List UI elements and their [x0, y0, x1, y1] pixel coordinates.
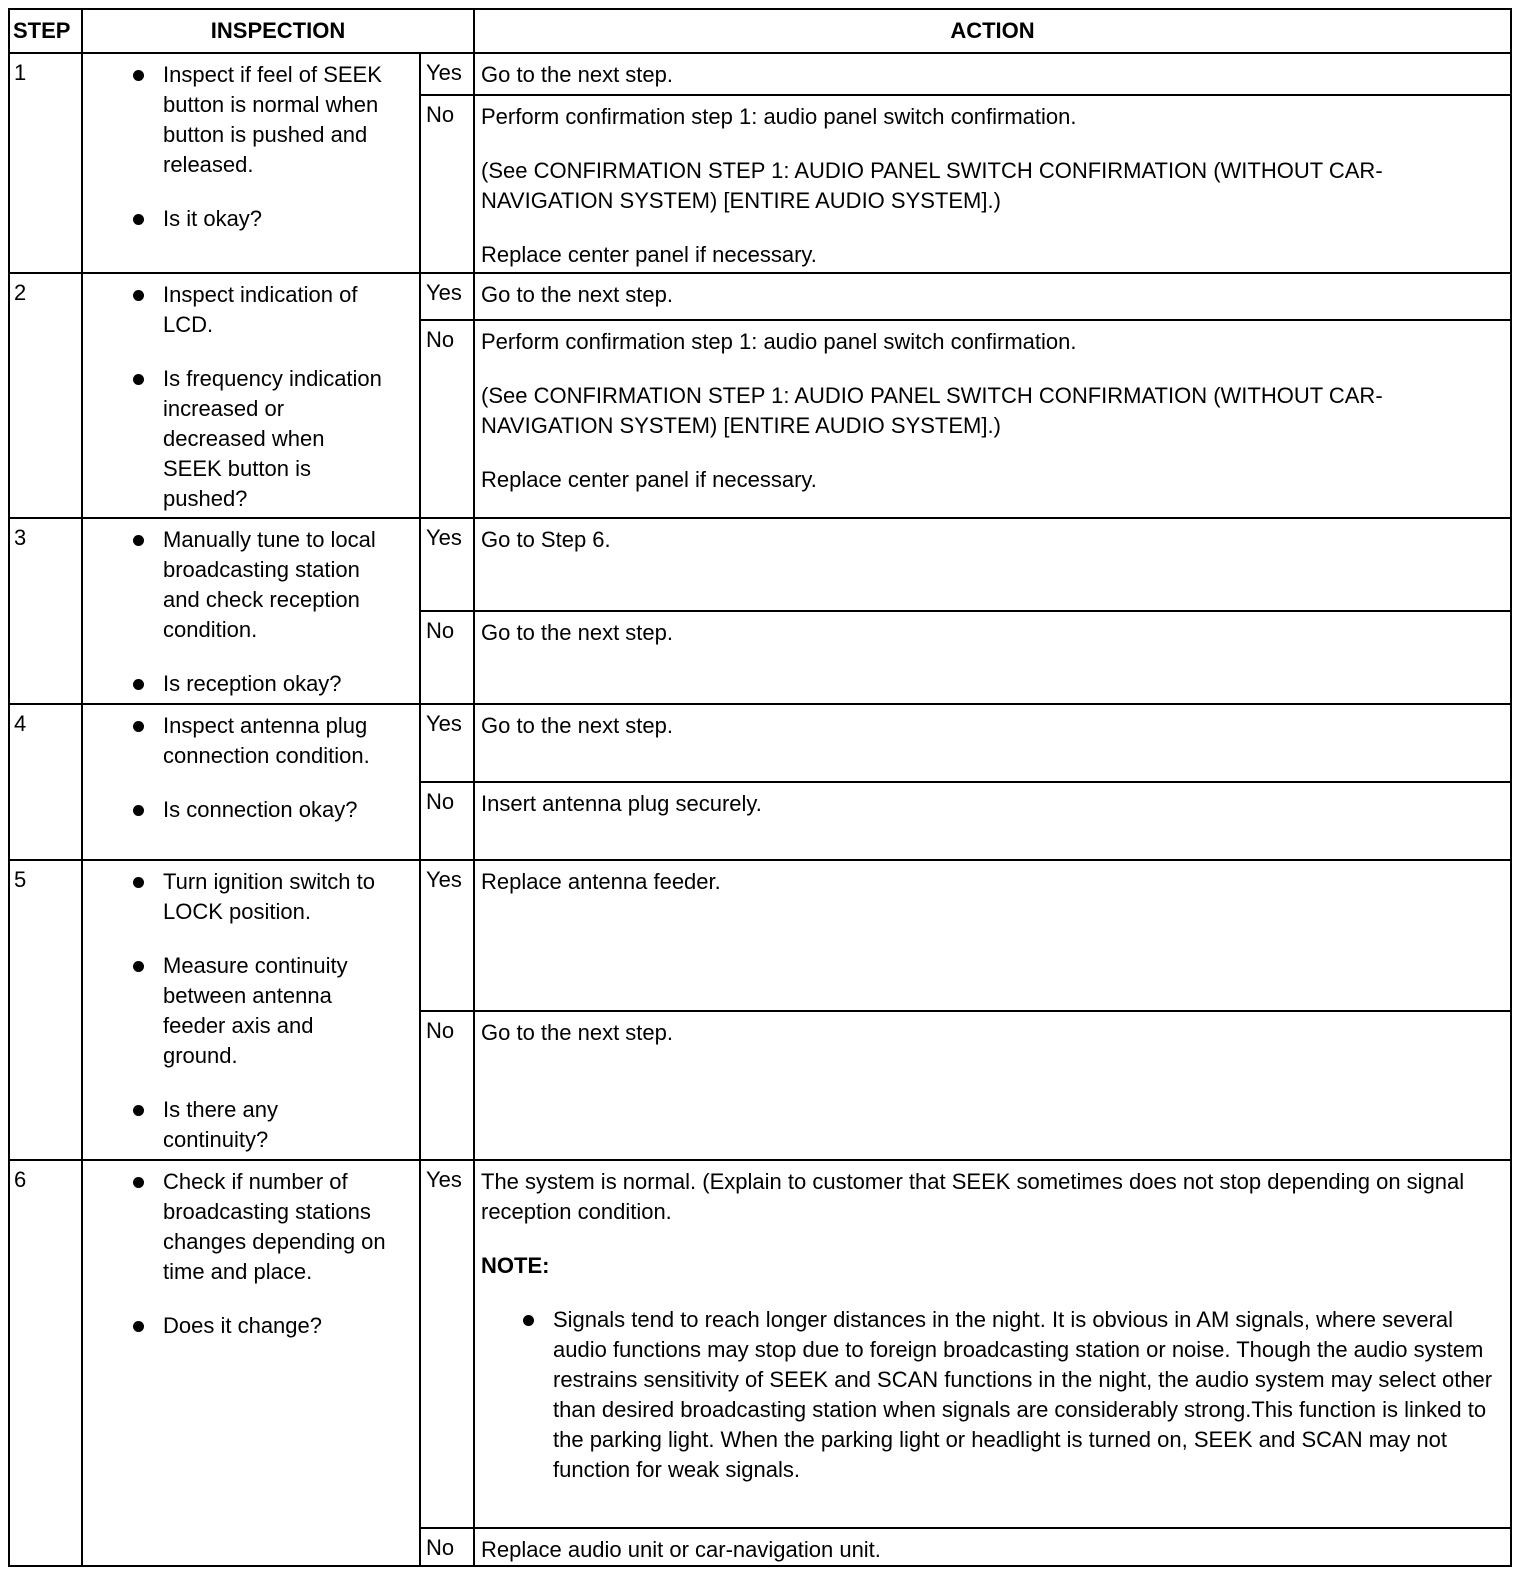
no-label: No: [420, 1528, 474, 1566]
inspection-cell: [82, 518, 420, 704]
note-list: [523, 1305, 1502, 1485]
yes-action: [474, 53, 1511, 95]
no-label: No: [420, 320, 474, 518]
list-item: Is connection okay?: [133, 795, 389, 825]
yes-action: [474, 860, 1511, 1011]
action-text: Perform confirmation step 1: audio panel switch confirmation.: [481, 329, 1077, 354]
step-number: 3: [9, 518, 82, 704]
no-action: [474, 320, 1511, 518]
action-text: Perform confirmation step 1: audio panel switch confirmation.: [481, 104, 1077, 129]
no-label: No: [420, 782, 474, 860]
action-text: Replace audio unit or car-navigation unit.: [481, 1537, 881, 1562]
action-text: The system is normal. (Explain to customer that SEEK sometimes does not stop depending on signal reception condition.: [481, 1169, 1465, 1224]
list-item: Is reception okay?: [133, 669, 389, 699]
table-row: [9, 1160, 1511, 1528]
table-row: [9, 860, 1511, 1011]
header-step: STEP: [9, 9, 82, 53]
header-inspection: INSPECTION: [82, 9, 474, 53]
list-item: Turn ignition switch to LOCK position.: [133, 867, 389, 927]
no-label: No: [420, 1011, 474, 1160]
list-item: Is frequency indication increased or decreased when SEEK button is pushed?: [133, 364, 389, 514]
action-text: Go to Step 6.: [481, 527, 611, 552]
action-text: Replace center panel if necessary.: [481, 467, 817, 492]
action-text: Go to the next step.: [481, 620, 674, 645]
note-title: NOTE:: [481, 1253, 550, 1278]
step-number: 6: [9, 1160, 82, 1566]
no-action: [474, 1011, 1511, 1160]
action-text: (See CONFIRMATION STEP 1: AUDIO PANEL SWITCH CONFIRMATION (WITHOUT CAR-NAVIGATION SYSTEM) [ENTIRE AUDIO SYSTEM].): [481, 383, 1383, 438]
no-action: [474, 782, 1511, 860]
list-item: Signals tend to reach longer distances in the night. It is obvious in AM signals, where several audio functions may stop due to foreign broadcasting station or noise. Though the audio system restrains sensitivity of SEEK and SCAN functions in the night, the audio system may select other than desired broadcasting station when signals are considerably strong.This function is linked to the parking light. When the parking light or headlight is turned on, SEEK and SCAN may not function for weak signals.: [523, 1305, 1502, 1485]
yes-label: Yes: [420, 860, 474, 1011]
inspection-cell: [82, 1160, 420, 1566]
list-item: Inspect antenna plug connection condition.: [133, 711, 389, 771]
action-text: Replace antenna feeder.: [481, 869, 721, 894]
yes-label: Yes: [420, 273, 474, 320]
list-item: Is it okay?: [133, 204, 389, 234]
no-label: No: [420, 95, 474, 273]
yes-label: Yes: [420, 1160, 474, 1528]
no-action: [474, 611, 1511, 704]
action-text: Insert antenna plug securely.: [481, 791, 762, 816]
yes-action: [474, 273, 1511, 320]
list-item: Inspect indication of LCD.: [133, 280, 389, 340]
inspection-cell: [82, 273, 420, 518]
action-text: (See CONFIRMATION STEP 1: AUDIO PANEL SWITCH CONFIRMATION (WITHOUT CAR-NAVIGATION SYSTEM) [ENTIRE AUDIO SYSTEM].): [481, 158, 1383, 213]
yes-label: Yes: [420, 53, 474, 95]
step-number: 2: [9, 273, 82, 518]
list-item: Manually tune to local broadcasting station and check reception condition.: [133, 525, 389, 645]
action-text: Go to the next step.: [481, 1020, 674, 1045]
table-row: [9, 704, 1511, 782]
inspection-cell: [82, 53, 420, 273]
action-text: Go to the next step.: [481, 713, 674, 738]
table-row: [9, 518, 1511, 611]
list-item: Check if number of broadcasting stations changes depending on time and place.: [133, 1167, 389, 1287]
table-row: [9, 53, 1511, 95]
troubleshooting-table: [8, 8, 1512, 1567]
yes-action: [474, 1160, 1511, 1528]
list-item: Measure continuity between antenna feeder axis and ground.: [133, 951, 389, 1071]
no-action: [474, 95, 1511, 273]
step-number: 4: [9, 704, 82, 860]
header-row: [9, 9, 1511, 53]
yes-action: [474, 518, 1511, 611]
yes-label: Yes: [420, 518, 474, 611]
list-item: Does it change?: [133, 1311, 389, 1341]
inspection-cell: [82, 704, 420, 860]
yes-label: Yes: [420, 704, 474, 782]
step-number: 1: [9, 53, 82, 273]
yes-action: [474, 704, 1511, 782]
step-number: 5: [9, 860, 82, 1160]
action-text: Go to the next step.: [481, 282, 674, 307]
no-action: [474, 1528, 1511, 1566]
no-label: No: [420, 611, 474, 704]
list-item: Inspect if feel of SEEK button is normal when button is pushed and released.: [133, 60, 389, 180]
table-row: [9, 273, 1511, 320]
list-item: Is there any continuity?: [133, 1095, 389, 1155]
inspection-cell: [82, 860, 420, 1160]
action-text: Replace center panel if necessary.: [481, 242, 817, 267]
action-text: Go to the next step.: [481, 62, 674, 87]
header-action: ACTION: [474, 9, 1511, 53]
